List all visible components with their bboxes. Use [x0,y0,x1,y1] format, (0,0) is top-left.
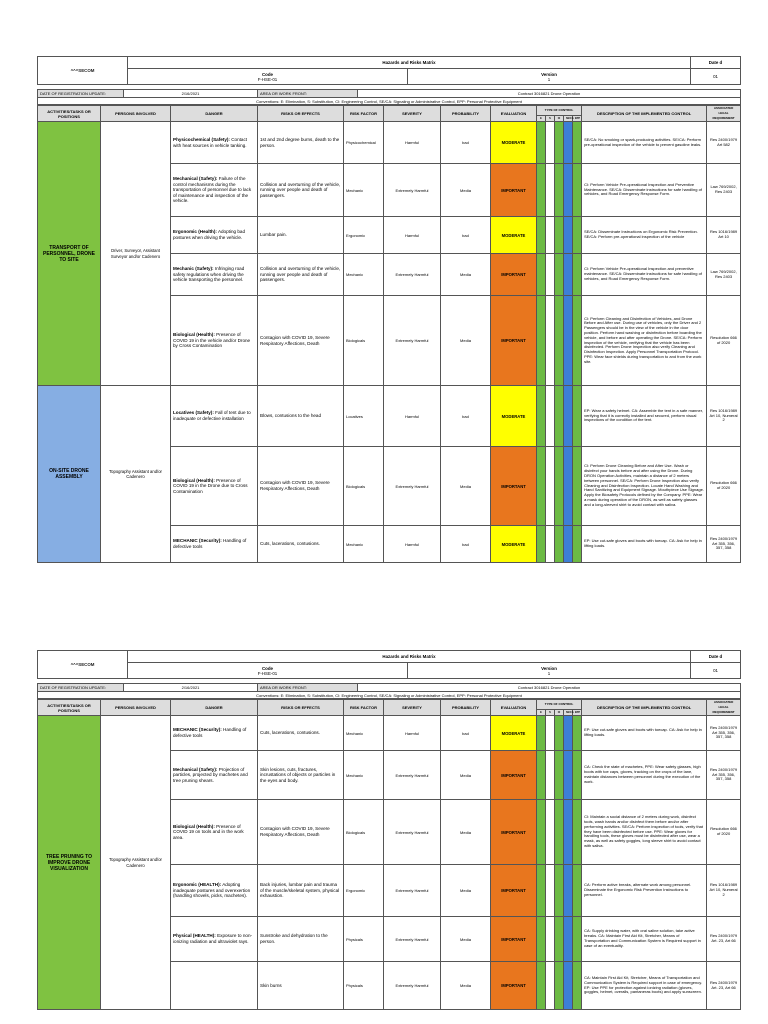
control-epp [573,254,582,296]
danger-cell: Physicochemical (Safety): Contact with heat sources in vehicle tanking. [171,122,258,164]
control-epp [573,865,582,917]
risk-factor-cell: Biologicals [344,800,384,865]
evaluation-badge: MODERATE [491,526,537,563]
danger-cell: Biological (Health): Presence of COVID 19 in the vehicle and/or Drone by Cross Contamination [171,296,258,386]
risk-factor-cell: Biologicals [344,296,384,386]
severity-cell: Harmful [384,526,441,563]
control-description: CI: Perform Vehicle Pre-operational Inspection and Preventive Maintenance. SE/CA: Disseminate instructions for safe handling of vehicles, and Road Emergency Response Form. [582,164,707,217]
control-s [546,296,555,386]
legal-requirement: Res 1016/1989 Art 10, Numeral 2 [707,865,741,917]
control-epp [573,164,582,217]
persons-cell: Topography Assistant and/or Cadenero [101,386,171,563]
control-epp [573,751,582,800]
probability-cell: Media [441,865,491,917]
control-seca [564,865,573,917]
control-seca [564,447,573,526]
severity-cell: Harmful [384,217,441,254]
control-e [537,800,546,865]
control-ci [555,217,564,254]
legal-requirement: Res 1016/1989 Art 10, Numeral 2 [707,386,741,447]
company-logo: ^^^SECOM [38,57,128,85]
probability-cell: Media [441,751,491,800]
control-s [546,122,555,164]
risk-factor-cell: Physicochemical [344,122,384,164]
control-description: CI: Perform Drone Cleaning Before and After Use. Wash or disinfect your hands before and after using the Drone. During DRON Operation Activities, maintain a distance of 2 meters between personnel. SE/CA: Perform Drone Inspection also verify Cleaning and Disinfection Inspection. Locate Hand Washing and Hand Sanitizing and Equipment Signage. Mouthpiece Use Signage. Apply the Biosafety Protocols defined by the Company. PPE: Wear a mask during operation of the DRON, as well as safety glasses and a long-sleeved shirt to avoid contact with saliva. [582,447,707,526]
risk-table-1: ACTIVITIES/TASKS OR POSITIONS PERSONS INVOLVED DANGER RISKS OR EFFECTS RISK FACTOR SEVERITY PROBABILITY EVALUATION TYPE OF CONTROL DESCRIPTION OF THE IMPLEMENTED CONTROL ASSOCIATED LEGAL REQUIREMENT E S CI SE/CA EPP TRANSPORT OF PERSONNEL, DRONE TO SITE Driver, Surveyor, Assistant Surveyor and/or Cadenero Physicochemical (Safety): Contact with heat sources in vehicle tanking. 1st and 2nd degree burns, death to the person. Physicochemical Harmful bad MODERATE SE/CA: No smoking or spark-producing activities. SE/CA: Perform pre-operational inspection of the vehicle to prevent gasoline leaks. Res 2400/1979 Art 582 Mechanical (Safety): Failure of the control mechanisms during the transportation of personnel due to lack of maintenance and inspection of the vehicle. Collision and overturning of the vehicle, running over people and death of passengers. Mechanic Extremely Harmful Media IMPORTANT CI: Perform Vehicle Pre-operational Inspection and Preventive Maintenance. SE/CA: Disseminate instructions for safe handling of vehicles, and Road Emergency Response Form. Law 769/2002, Res 2403 Ergonomic (Health): Adopting bad postures when driving the vehicle. Lumbar pain. Ergonomic Harmful bad MODERATE SE/CA: Disseminate Instructions on Ergonomic Risk Prevention. SE/CA: Perform pre-operational inspection of the vehicle Res 1016/1989 Art 10 Mechanic (Safety): Infringing road safety regulations when driving the vehicle transporting the personnel. Collision and overturning of the vehicle, running over people and death of passengers. Mechanic Extremely Harmful Media IMPORTANT CI: Perform Vehicle Pre-operational Inspection and preventive maintenance. SE/CA: Disseminate instructions for safe handling of vehicles, and Road Emergency Response Form. Law 769/2002, Res 2403 Biological (Health): Presence of COVID 19 in the vehicle and/or Drone by Cross Contamination Contagion with COVID 19, Severe Respiratory Affections, Death Biologicals Extremely Harmful Media IMPORTANT CI: Perform Cleaning and Disinfection of Vehicles, and Drone Before and After use. During use of vehicles, only the Driver and 2 Passengers should be in the view of the vehicle in the door position. Perform hand washing or disinfection before boarding the vehicle, and before and after operating the Drone. SE/CA: Perform inspection of the vehicle, verifying that the vehicle has been disinfected. Perform Drone Inspection also verify Cleaning and Disinfection Inspection. Apply Personnel Transportation Protocol. PPE: Wear face shields during transportation to and from the work site. Resolution 666 of 2020 ON-SITE DRONE ASSEMBLY Topography Assistant and/or Cadenero Locatives (Safety): Fall of tent due to inadequate or defective installation Blows, contusions to the head Locatives Harmful bad MODERATE EP: Wear a safety helmet. CA: Assemble the tent in a safe manner, verifying that it is correctly installed and secured, perform visual inspections of the condition of the tent. Res 1016/1989 Art 10, Numeral 2 Biological (Health): Presence of COVID 19 in the Drone due to Cross Contamination Contagion with COVID 19, Severe Respiratory Affections, Death Biologicals Extremely Harmful Media IMPORTANT CI: Perform Drone Cleaning Before and After Use. Wash or disinfect your hands before and after using the Drone. During DRON Operation Activities, maintain a distance of 2 meters between personnel. SE/CA: Perform Drone Inspection also verify Cleaning and Disinfection Inspection. Locate Hand Washing and Hand Sanitizing and Equipment Signage. Mouthpiece Use Signage. Apply the Biosafety Protocols defined by the Company. PPE: Wear a mask during operation of the DRON, as well as safety glasses and a long-sleeved shirt to avoid contact with saliva. Resolution 666 of 2020 MECHANIC (Security): Handling of defective tools Cuts, lacerations, contusions. Mechanic Harmful bad MODERATE EP: Use cut-safe gloves and boots with toecap. CA: Ask for help in lifting loads. Res 2400/1979 Art 355, 356, 357, 358 [37,105,741,563]
evaluation-badge: IMPORTANT [491,962,537,1010]
risk-cell: Back injuries, lumbar pain and trauma of the muscle/skeletal system, physical exhaustion. [258,865,344,917]
control-s [546,716,555,751]
control-s [546,164,555,217]
conventions: Conventions: E: Elimination, S: Substitution, CI: Engineering Control, SE/CA: Signaling or Administrative Control, EPP: Personal Protective Equipment [38,98,741,105]
control-epp [573,962,582,1010]
table-row [38,122,741,164]
evaluation-badge: IMPORTANT [491,254,537,296]
control-ci [555,254,564,296]
control-ci [555,386,564,447]
registration-row [37,89,741,105]
severity-cell: Extremely Harmful [384,164,441,217]
registration-date-2: 2/16/2021 [124,684,258,692]
version-cell-2: Version 1 [408,663,691,679]
control-epp [573,526,582,563]
control-e [537,716,546,751]
control-e [537,217,546,254]
legal-requirement: Res 2400/1979 Art. 23, Art 66 [707,962,741,1010]
control-s [546,800,555,865]
risk-cell: Blows, contusions to the head [258,386,344,447]
probability-cell: bad [441,217,491,254]
risk-cell: Contagion with COVID 19, Severe Respiratory Affections, Death [258,296,344,386]
control-e [537,296,546,386]
evaluation-badge: IMPORTANT [491,296,537,386]
risk-factor-cell: Ergonomic [344,865,384,917]
probability-cell: Media [441,917,491,962]
control-seca [564,751,573,800]
control-seca [564,800,573,865]
risk-factor-cell: Mechanic [344,254,384,296]
control-seca [564,164,573,217]
control-ci [555,447,564,526]
control-s [546,447,555,526]
control-s [546,917,555,962]
risk-factor-cell: Physicals [344,917,384,962]
registration-label: DATE OF REGISTRATION UPDATE: [38,90,124,98]
severity-cell: Extremely Harmful [384,800,441,865]
control-epp [573,217,582,254]
risk-table-2: ACTIVITIES/TASKS OR POSITIONS PERSONS INVOLVED DANGER RISKS OR EFFECTS RISK FACTOR SEVERITY PROBABILITY EVALUATION TYPE OF CONTROL DESCRIPTION OF THE IMPLEMENTED CONTROL ASSOCIATED LEGAL REQUIREMENT E S CI SE/CA EPP TREE PRUNING TO IMPROVE DRONE VISUALIZATION Topography Assistant and/or Cadenero MECHANIC (Security): Handling of defective tools Cuts, lacerations, contusions. Mechanic Harmful bad MODERATE EP: Use cut-safe gloves and boots with toecap. CA: Ask for help in lifting loads. Res 2400/1979 Art 355, 356, 357, 358 Mechanical (Safety): Projection of particles, projected by machetes and tree pruning shears. Skin lesions, cuts, fractures, incrustations of objects or particles in the eyes and body. Mechanic Extremely Harmful Media IMPORTANT CA: Check the state of machetes, PPE: Wear safety glasses, high boots with toe caps, gloves, tracking on the crops of the lane, maintain distances between personnel during the execution of the work. Res 2400/1979 Art 355, 356, 357, 358 Biological (Health): Presence of COVID 19 on tools and in the work area. Contagion with COVID 19, Severe Respiratory Affections, Death Biologicals Extremely Harmful Media IMPORTANT CI: Maintain a social distance of 2 meters during work, disinfect tools, wash hands and/or disinfect them before and/or after performing activities. SE/CA: Perform inspection of tools, verify that they have been disinfected before use. PPE: Wear gloves for handling tools, these gloves must be disinfected after use, wear a mask, as well as safety goggles, long sleeve shirt to avoid contact with saliva. Resolution 666 of 2020 Ergonomic (HEALTH): Adopting inadequate postures and overexertion (handling shovels, picks, machetes). Back injuries, lumbar pain and trauma of the muscle/skeletal system, physical exhaustion. Ergonomic Extremely Harmful Media IMPORTANT CA: Perform active breaks, alternate work among personnel. Disseminate the Ergonomic Risk Prevention Instructions to personnel. Res 1016/1989 Art 10, Numeral 2 Physical (HEALTH): Exposure to non-ionizing radiation and ultraviolet rays. Sunstroke and dehydration to the person. Physicals Extremely Harmful Media IMPORTANT CA: Supply drinking water, with oral saline solution, take active breaks. CA: Maintain First Aid Kit, Stretcher, Means of Transportation and Communication System is Required support in case of an eventuality. Res 2400/1979 Art. 23, Art 66 Skin burns Physicals Extremely Harmful Media IMPORTANT CA: Maintain First Aid Kit, Stretcher, Means of Transportation and Communication System is Required support in case of emergency. EP: Use PPE for protection against ionizing radiation (gloves, goggles, helmet, overalls, pantaneras boots) and apply sunscreen. Res 2400/1979 Art. 23, Art 66 [37,699,741,1010]
control-ci [555,962,564,1010]
company-logo-2: ^^^SECOM [38,651,128,679]
control-description: CA: Check the state of machetes, PPE: Wear safety glasses, high boots with toe caps, gloves, tracking on the crops of the lane, maintain distances between personnel during the execution of the work. [582,751,707,800]
severity-cell: Harmful [384,386,441,447]
date-label-2: Date d [691,651,741,663]
column-header-row: ACTIVITIES/TASKS OR POSITIONS PERSONS INVOLVED DANGER RISKS OR EFFECTS RISK FACTOR SEVERITY PROBABILITY EVALUATION TYPE OF CONTROL DESCRIPTION OF THE IMPLEMENTED CONTROL ASSOCIATED LEGAL REQUIREMENT [38,106,741,116]
control-description: SE/CA: No smoking or spark-producing activities. SE/CA: Perform pre-operational inspection of the vehicle to prevent gasoline leaks. [582,122,707,164]
evaluation-badge: MODERATE [491,217,537,254]
registration-row-2 [37,683,741,699]
control-seca [564,962,573,1010]
control-s [546,751,555,800]
control-ci [555,917,564,962]
control-s [546,526,555,563]
control-description: SE/CA: Disseminate Instructions on Ergonomic Risk Prevention. SE/CA: Perform pre-operational inspection of the vehicle [582,217,707,254]
control-e [537,526,546,563]
control-e [537,962,546,1010]
area-label-2: AREA OR WORK FRONT: [258,684,358,692]
control-e [537,254,546,296]
control-e [537,122,546,164]
probability-cell: bad [441,122,491,164]
control-e [537,386,546,447]
code-cell-2: Code F-HSE-01 [128,663,408,679]
probability-cell: Media [441,800,491,865]
control-seca [564,716,573,751]
risk-cell: Skin burns [258,962,344,1010]
risk-factor-cell: Physicals [344,962,384,1010]
page-2 [37,650,740,1010]
persons-cell: Driver, Surveyor, Assistant Surveyor and/or Cadenero [101,122,171,386]
risk-factor-cell: Locatives [344,386,384,447]
activity-cell: ON-SITE DRONE ASSEMBLY [38,386,101,563]
risk-cell: Cuts, lacerations, contusions. [258,716,344,751]
control-epp [573,447,582,526]
danger-cell: Ergonomic (HEALTH): Adopting inadequate postures and overexertion (handling shovels, picks, machetes). [171,865,258,917]
control-ci [555,122,564,164]
probability-cell: Media [441,254,491,296]
risk-cell: Collision and overturning of the vehicle, running over people and death of passengers. [258,164,344,217]
control-ci [555,164,564,217]
risk-factor-cell: Mechanic [344,164,384,217]
control-seca [564,917,573,962]
persons-cell: Topography Assistant and/or Cadenero [101,716,171,1010]
danger-cell: MECHANIC (Security): Handling of defective tools [171,526,258,563]
control-s [546,865,555,917]
control-epp [573,122,582,164]
registration-label-2: DATE OF REGISTRATION UPDATE: [38,684,124,692]
legal-requirement: Law 769/2002, Res 2403 [707,254,741,296]
probability-cell: bad [441,526,491,563]
probability-cell: Media [441,447,491,526]
table-row [38,716,741,751]
severity-cell: Extremely Harmful [384,917,441,962]
control-e [537,164,546,217]
matrix-title: Hazards and Risks Matrix [128,57,691,69]
control-seca [564,217,573,254]
danger-cell: Locatives (Safety): Fall of tent due to inadequate or defective installation [171,386,258,447]
control-epp [573,386,582,447]
evaluation-badge: IMPORTANT [491,751,537,800]
severity-cell: Extremely Harmful [384,751,441,800]
danger-cell: Biological (Health): Presence of COVID 19 in the Drone due to Cross Contamination [171,447,258,526]
risk-factor-cell: Mechanic [344,526,384,563]
control-ci [555,526,564,563]
control-seca [564,122,573,164]
legal-requirement: Res 2400/1979 Art. 23, Art 66 [707,917,741,962]
control-seca [564,254,573,296]
control-description: EP: Use cut-safe gloves and boots with toecap. CA: Ask for help in lifting loads. [582,716,707,751]
evaluation-badge: MODERATE [491,122,537,164]
severity-cell: Extremely Harmful [384,296,441,386]
evaluation-badge: IMPORTANT [491,865,537,917]
control-e [537,751,546,800]
control-s [546,962,555,1010]
evaluation-badge: IMPORTANT [491,447,537,526]
control-ci [555,751,564,800]
risk-cell: Contagion with COVID 19, Severe Respiratory Affections, Death [258,447,344,526]
area-value-2: Contract 3016821 Drone Operation [358,684,741,692]
control-epp [573,296,582,386]
control-e [537,917,546,962]
danger-cell: Mechanical (Safety): Projection of particles, projected by machetes and tree pruning shears. [171,751,258,800]
page-header [37,56,741,85]
evaluation-badge: IMPORTANT [491,164,537,217]
control-description: CI: Perform Cleaning and Disinfection of Vehicles, and Drone Before and After use. During use of vehicles, only the Driver and 2 Passengers should be in the view of the vehicle in the door position. Perform hand washing or disinfection before boarding the vehicle, and before and after operating the Drone. SE/CA: Perform inspection of the vehicle, verifying that the vehicle has been disinfected. Perform Drone Inspection also verify Cleaning and Disinfection Inspection. Apply Personnel Transportation Protocol. PPE: Wear face shields during transportation to and from the work site. [582,296,707,386]
severity-cell: Harmful [384,716,441,751]
legal-requirement: Law 769/2002, Res 2403 [707,164,741,217]
control-epp [573,800,582,865]
probability-cell: bad [441,716,491,751]
page-header-2 [37,650,741,679]
control-seca [564,526,573,563]
legal-requirement: Resolution 666 of 2020 [707,296,741,386]
severity-cell: Extremely Harmful [384,865,441,917]
control-s [546,386,555,447]
risk-factor-cell: Ergonomic [344,217,384,254]
evaluation-badge: MODERATE [491,716,537,751]
control-e [537,447,546,526]
probability-cell: Media [441,296,491,386]
legal-requirement: Res 2400/1979 Art 355, 356, 357, 358 [707,526,741,563]
risk-cell: Collision and overturning of the vehicle, running over people and death of passengers. [258,254,344,296]
danger-cell: Physical (HEALTH): Exposure to non-ionizing radiation and ultraviolet rays. [171,917,258,962]
area-value: Contract 3016821 Drone Operation [358,90,741,98]
matrix-title-2: Hazards and Risks Matrix [128,651,691,663]
area-label: AREA OR WORK FRONT: [258,90,358,98]
risk-cell: Lumbar pain. [258,217,344,254]
risk-factor-cell: Mechanic [344,751,384,800]
control-description: CA: Maintain First Aid Kit, Stretcher, Means of Transportation and Communication System is Required support in case of emergency. EP: Use PPE for protection against ionizing radiation (gloves, goggles, helmet, overalls, pantaneras boots) and apply sunscreen. [582,962,707,1010]
activity-cell: TREE PRUNING TO IMPROVE DRONE VISUALIZATION [38,716,101,1010]
risk-factor-cell: Biologicals [344,447,384,526]
risk-cell: Cuts, lacerations, contusions. [258,526,344,563]
legal-requirement: Res 2400/1979 Art 582 [707,122,741,164]
probability-cell: Media [441,962,491,1010]
legal-requirement: Resolution 666 of 2020 [707,800,741,865]
control-s [546,254,555,296]
control-description: EP: Wear a safety helmet. CA: Assemble the tent in a safe manner, verifying that it is correctly installed and secured, perform visual inspections of the condition of the tent. [582,386,707,447]
column-header-row-2: ACTIVITIES/TASKS OR POSITIONS PERSONS INVOLVED DANGER RISKS OR EFFECTS RISK FACTOR SEVERITY PROBABILITY EVALUATION TYPE OF CONTROL DESCRIPTION OF THE IMPLEMENTED CONTROL ASSOCIATED LEGAL REQUIREMENT [38,700,741,710]
severity-cell: Extremely Harmful [384,962,441,1010]
date-label: Date d [691,57,741,69]
conventions-2: Conventions: E: Elimination, S: Substitution, CI: Engineering Control, SE/CA: Signaling or Administrative Control, EPP: Personal Protective Equipment [38,692,741,699]
date-value-2: 01 [691,663,741,679]
page-1 [37,56,740,563]
control-ci [555,296,564,386]
risk-cell: Contagion with COVID 19, Severe Respiratory Affections, Death [258,800,344,865]
risk-factor-cell: Mechanic [344,716,384,751]
version-cell: Version 1 [408,69,691,85]
danger-cell: Ergonomic (Health): Adopting bad postures when driving the vehicle. [171,217,258,254]
danger-cell [171,962,258,1010]
control-description: CA: Perform active breaks, alternate work among personnel. Disseminate the Ergonomic Risk Prevention Instructions to personnel. [582,865,707,917]
control-epp [573,716,582,751]
risk-cell: 1st and 2nd degree burns, death to the person. [258,122,344,164]
risk-cell: Sunstroke and dehydration to the person. [258,917,344,962]
control-ci [555,800,564,865]
table-row [38,386,741,447]
control-description: EP: Use cut-safe gloves and boots with toecap. CA: Ask for help in lifting loads. [582,526,707,563]
severity-cell: Harmful [384,122,441,164]
date-value: 01 [691,69,741,85]
control-ci [555,716,564,751]
control-epp [573,917,582,962]
danger-cell: Biological (Health): Presence of COVID 19 on tools and in the work area. [171,800,258,865]
code-cell: Code F-HSE-01 [128,69,408,85]
activity-cell: TRANSPORT OF PERSONNEL, DRONE TO SITE [38,122,101,386]
legal-requirement: Res 2400/1979 Art 355, 356, 357, 358 [707,716,741,751]
danger-cell: Mechanic (Safety): Infringing road safety regulations when driving the vehicle transporting the personnel. [171,254,258,296]
legal-requirement: Resolution 666 of 2020 [707,447,741,526]
control-ci [555,865,564,917]
control-description: CI: Maintain a social distance of 2 meters during work, disinfect tools, wash hands and/or disinfect them before and/or after performing activities. SE/CA: Perform inspection of tools, verify that they have been disinfected before use. PPE: Wear gloves for handling tools, these gloves must be disinfected after use, wear a mask, as well as safety goggles, long sleeve shirt to avoid contact with saliva. [582,800,707,865]
control-description: CI: Perform Vehicle Pre-operational Inspection and preventive maintenance. SE/CA: Disseminate instructions for safe handling of vehicles, and Road Emergency Response Form. [582,254,707,296]
danger-cell: MECHANIC (Security): Handling of defective tools [171,716,258,751]
evaluation-badge: IMPORTANT [491,917,537,962]
probability-cell: bad [441,386,491,447]
control-s [546,217,555,254]
severity-cell: Extremely Harmful [384,254,441,296]
legal-requirement: Res 1016/1989 Art 10 [707,217,741,254]
legal-requirement: Res 2400/1979 Art 355, 356, 357, 358 [707,751,741,800]
control-seca [564,296,573,386]
registration-date: 2/16/2021 [124,90,258,98]
control-description: CA: Supply drinking water, with oral saline solution, take active breaks. CA: Maintain First Aid Kit, Stretcher, Means of Transportation and Communication System is Required support in case of an eventuality. [582,917,707,962]
control-e [537,865,546,917]
evaluation-badge: IMPORTANT [491,800,537,865]
evaluation-badge: MODERATE [491,386,537,447]
control-seca [564,386,573,447]
probability-cell: Media [441,164,491,217]
severity-cell: Extremely Harmful [384,447,441,526]
risk-cell: Skin lesions, cuts, fractures, incrustations of objects or particles in the eyes and body. [258,751,344,800]
danger-cell: Mechanical (Safety): Failure of the control mechanisms during the transportation of personnel due to lack of maintenance and inspection of the vehicle. [171,164,258,217]
